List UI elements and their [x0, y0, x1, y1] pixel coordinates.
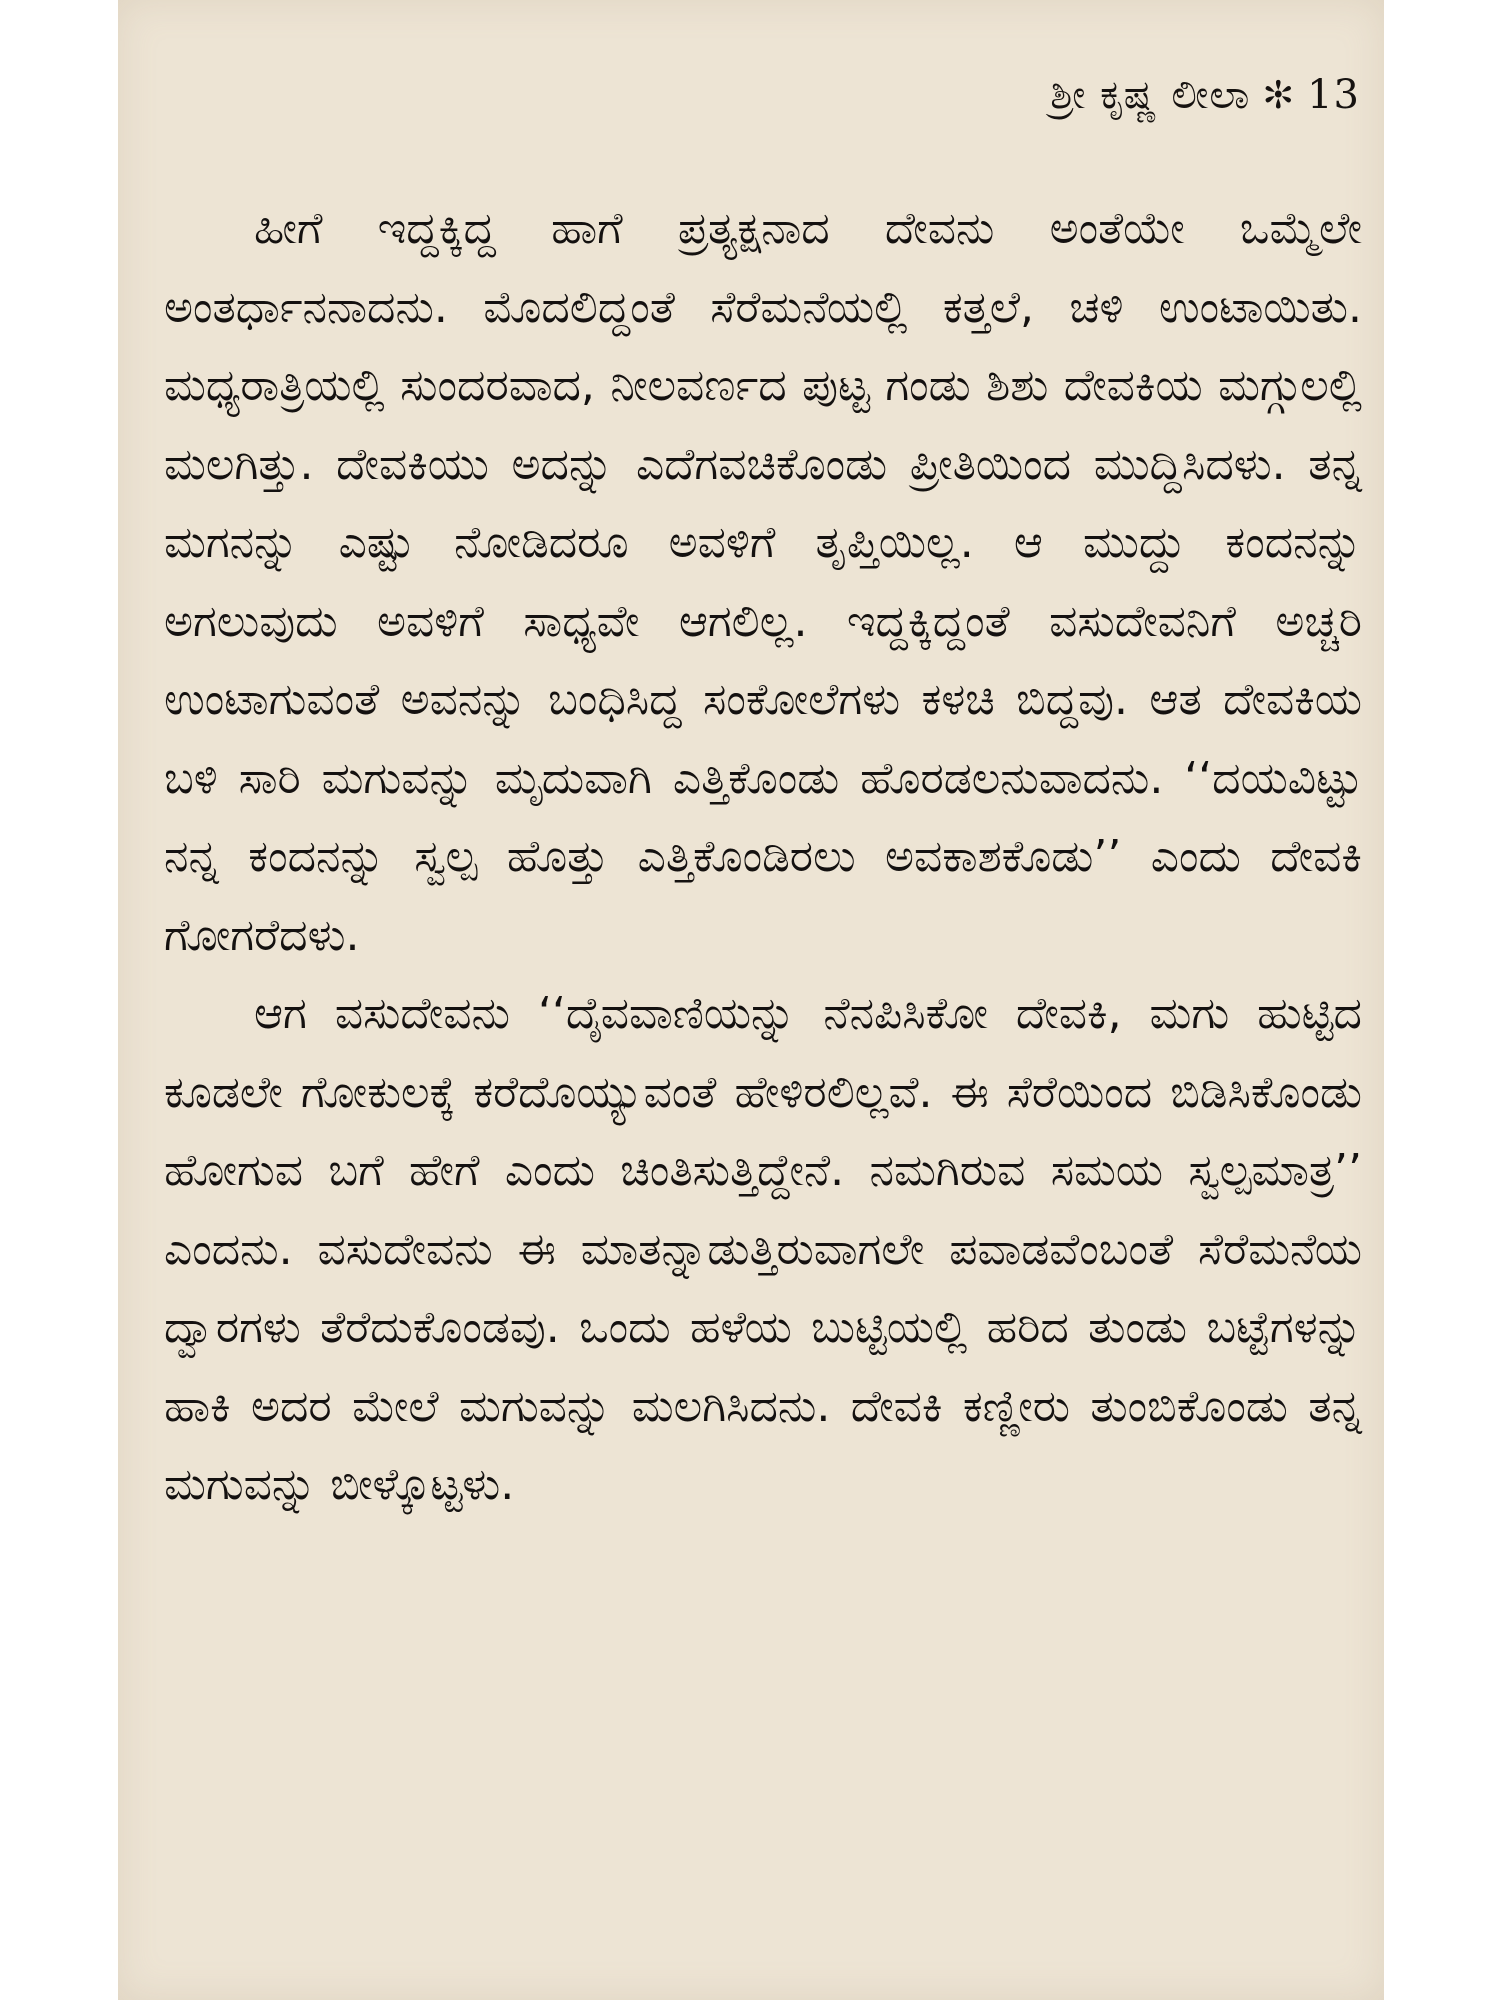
paragraph-1: ಹೀಗೆ ಇದ್ದಕ್ಕಿದ್ದ ಹಾಗೆ ಪ್ರತ್ಯಕ್ಷನಾದ ದೇವನು ಅಂತೆಯೇ ಒಮ್ಮೆಲೇ ಅಂತರ್ಧಾನನಾದನು. ಮೊದಲಿದ್ದಂತೆ ಸೆರೆಮನೆಯಲ್ಲಿ ಕತ್ತಲೆ, ಚಳಿ ಉಂಟಾಯಿತು. ಮಧ್ಯರಾತ್ರಿಯಲ್ಲಿ ಸುಂದರವಾದ, ನೀಲವರ್ಣದ ಪುಟ್ಟ ಗಂಡು ಶಿಶು ದೇವಕಿಯ ಮಗ್ಗುಲಲ್ಲಿ ಮಲಗಿತ್ತು. ದೇವಕಿಯು ಅದನ್ನು ಎದೆಗವಚಿಕೊಂಡು ಪ್ರೀತಿಯಿಂದ ಮುದ್ದಿಸಿದಳು. ತನ್ನ ಮಗನನ್ನು ಎಷ್ಟು ನೋಡಿದರೂ ಅವಳಿಗೆ ತೃಪ್ತಿಯಿಲ್ಲ. ಆ ಮುದ್ದು ಕಂದನನ್ನು ಅಗಲುವುದು ಅವಳಿಗೆ ಸಾಧ್ಯವೇ ಆಗಲಿಲ್ಲ. ಇದ್ದಕ್ಕಿದ್ದಂತೆ ವಸುದೇವನಿಗೆ ಅಚ್ಚರಿ ಉಂಟಾಗುವಂತೆ ಅವನನ್ನು ಬಂಧಿಸಿದ್ದ ಸಂಕೋಲೆಗಳು ಕಳಚಿ ಬಿದ್ದವು. ಆತ ದೇವಕಿಯ ಬಳಿ ಸಾರಿ ಮಗುವನ್ನು ಮೃದುವಾಗಿ ಎತ್ತಿಕೊಂಡು ಹೊರಡಲನುವಾದನು. ‘‘ದಯವಿಟ್ಟು ನನ್ನ ಕಂದನನ್ನು ಸ್ವಲ್ಪ ಹೊತ್ತು ಎತ್ತಿಕೊಂಡಿರಲು ಅವಕಾಶಕೊಡು’’ ಎಂದು ದೇವಕಿ ಗೋಗರೆದಳು. [164, 203, 1362, 961]
body-text [164, 190, 1362, 1525]
book-page [118, 0, 1384, 2000]
running-head: ಶ್ರೀ ಕೃಷ್ಣ ಲೀಲಾ ✻ 13 [1050, 72, 1360, 118]
paragraph-2: ಆಗ ವಸುದೇವನು ‘‘ದೈವವಾಣಿಯನ್ನು ನೆನಪಿಸಿಕೋ ದೇವಕಿ, ಮಗು ಹುಟ್ಟಿದ ಕೂಡಲೇ ಗೋಕುಲಕ್ಕೆ ಕರೆದೊಯ್ಯುವಂತೆ ಹೇಳಿರಲಿಲ್ಲವೆ. ಈ ಸೆರೆಯಿಂದ ಬಿಡಿಸಿಕೊಂಡು ಹೋಗುವ ಬಗೆ ಹೇಗೆ ಎಂದು ಚಿಂತಿಸುತ್ತಿದ್ದೇನೆ. ನಮಗಿರುವ ಸಮಯ ಸ್ವಲ್ಪಮಾತ್ರ’’ ಎಂದನು. ವಸುದೇವನು ಈ ಮಾತನ್ನಾಡುತ್ತಿರುವಾಗಲೇ ಪವಾಡವೆಂಬಂತೆ ಸೆರೆಮನೆಯ ದ್ವಾರಗಳು ತೆರೆದುಕೊಂಡವು. ಒಂದು ಹಳೆಯ ಬುಟ್ಟಿಯಲ್ಲಿ ಹರಿದ ತುಂಡು ಬಟ್ಟೆಗಳನ್ನು ಹಾಕಿ ಅದರ ಮೇಲೆ ಮಗುವನ್ನು ಮಲಗಿಸಿದನು. ದೇವಕಿ ಕಣ್ಣೀರು ತುಂಬಿಕೊಂಡು ತನ್ನ ಮಗುವನ್ನು ಬೀಳ್ಕೊಟ್ಟಳು. [164, 988, 1362, 1510]
